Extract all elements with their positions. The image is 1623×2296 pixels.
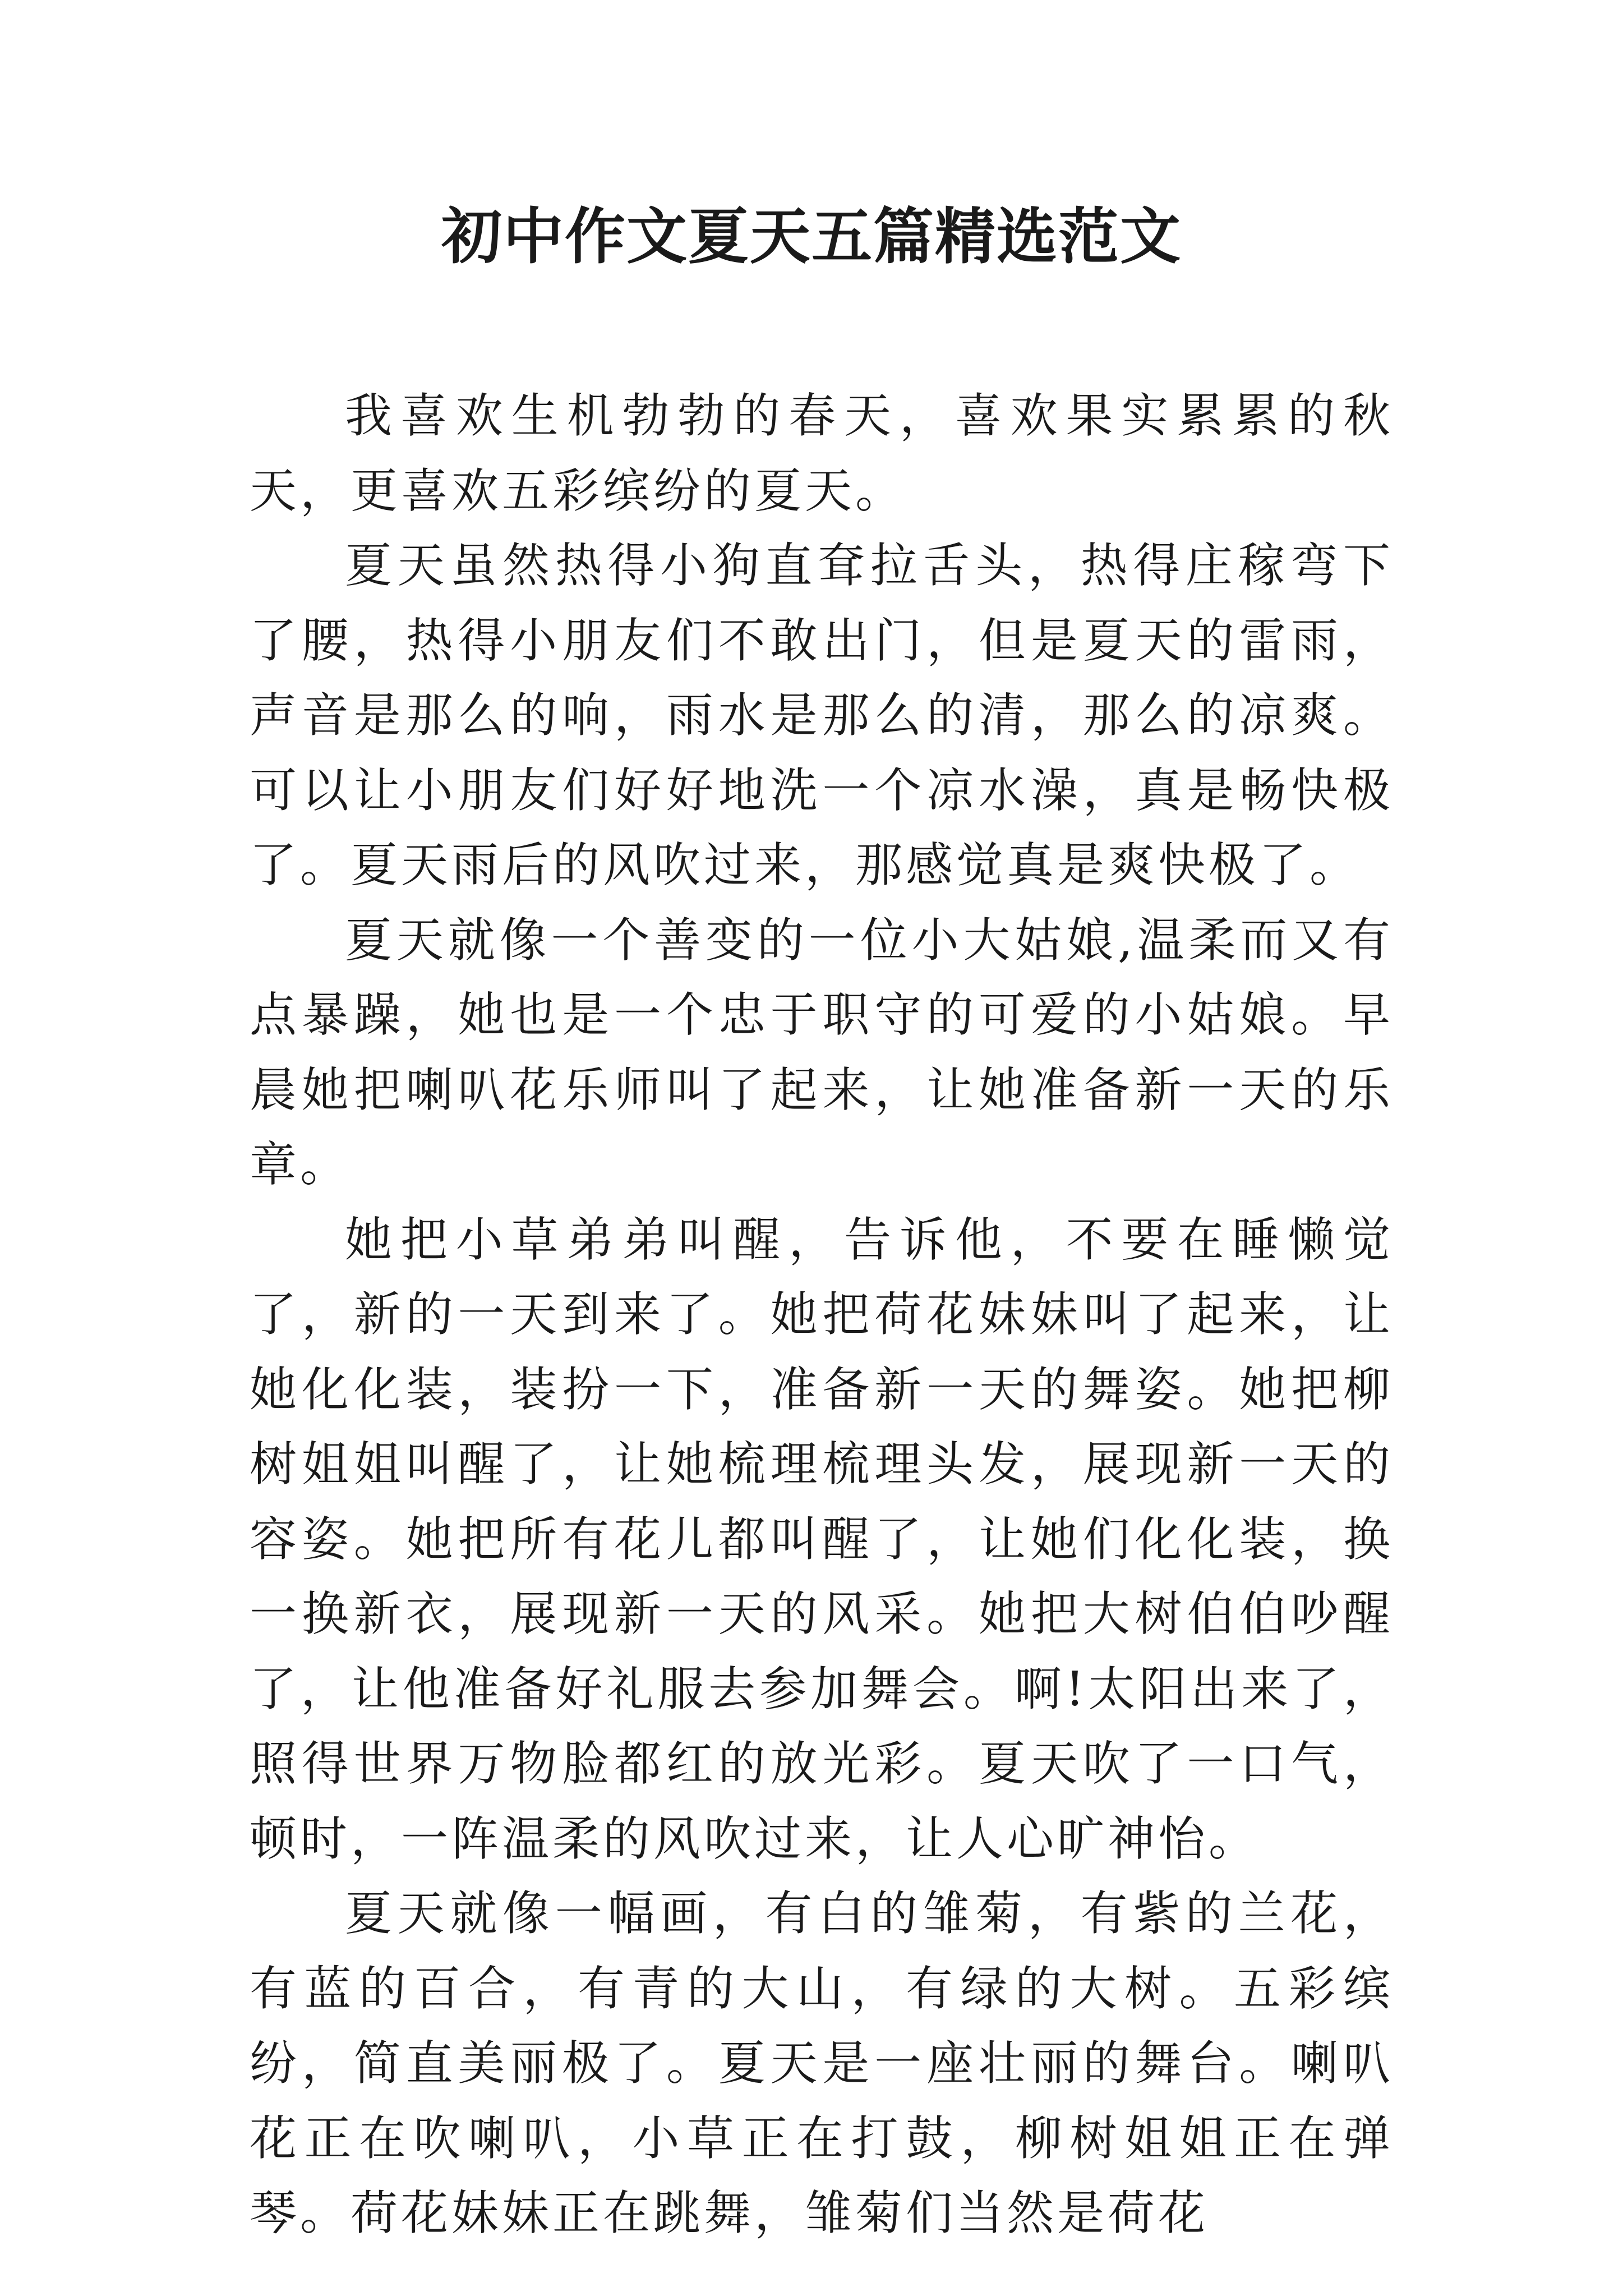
paragraph-5: 夏天就像一幅画，有白的雏菊，有紫的兰花，有蓝的百合，有青的大山，有绿的大树。五彩缤纷，简直美丽极了。夏天是一座壮丽的舞台。喇叭花正在吹喇叭，小草正在打鼓，柳树姐姐正在弹琴。荷花妹妹正在跳舞，雏菊们当然是荷花 [250, 1886, 1394, 2240]
paragraph-4: 她把小草弟弟叫醒，告诉他，不要在睡懒觉了，新的一天到来了。她把荷花妹妹叫了起来，让她化化装，装扮一下，准备新一天的舞姿。她把柳树姐姐叫醒了，让她梳理梳理头发，展现新一天的容姿。她把所有花儿都叫醒了，让她们化化装，换一换新衣，展现新一天的风采。她把大树伯伯吵醒了，让他准备好礼服去参加舞会。啊!太阳出来了，照得世界万物脸都红的放光彩。夏天吹了一口气，顿时，一阵温柔的风吹过来，让人心旷神怡。 [250, 1212, 1394, 1866]
document-title: 初中作文夏天五篇精选范文 [441, 201, 1182, 272]
document-body [250, 379, 1394, 2251]
paragraph-1: 我喜欢生机勃勃的春天，喜欢果实累累的秋天，更喜欢五彩缤纷的夏天。 [250, 388, 1394, 518]
paragraph-2: 夏天虽然热得小狗直耷拉舌头，热得庄稼弯下了腰，热得小朋友们不敢出门，但是夏天的雷雨，声音是那么的响，雨水是那么的清，那么的凉爽。可以让小朋友们好好地洗一个凉水澡，真是畅快极了。夏天雨后的风吹过来，那感觉真是爽快极了。 [250, 538, 1394, 892]
paragraph-3: 夏天就像一个善变的一位小大姑娘,温柔而又有点暴躁，她也是一个忠于职守的可爱的小姑娘。早晨她把喇叭花乐师叫了起来，让她准备新一天的乐章。 [250, 912, 1394, 1192]
